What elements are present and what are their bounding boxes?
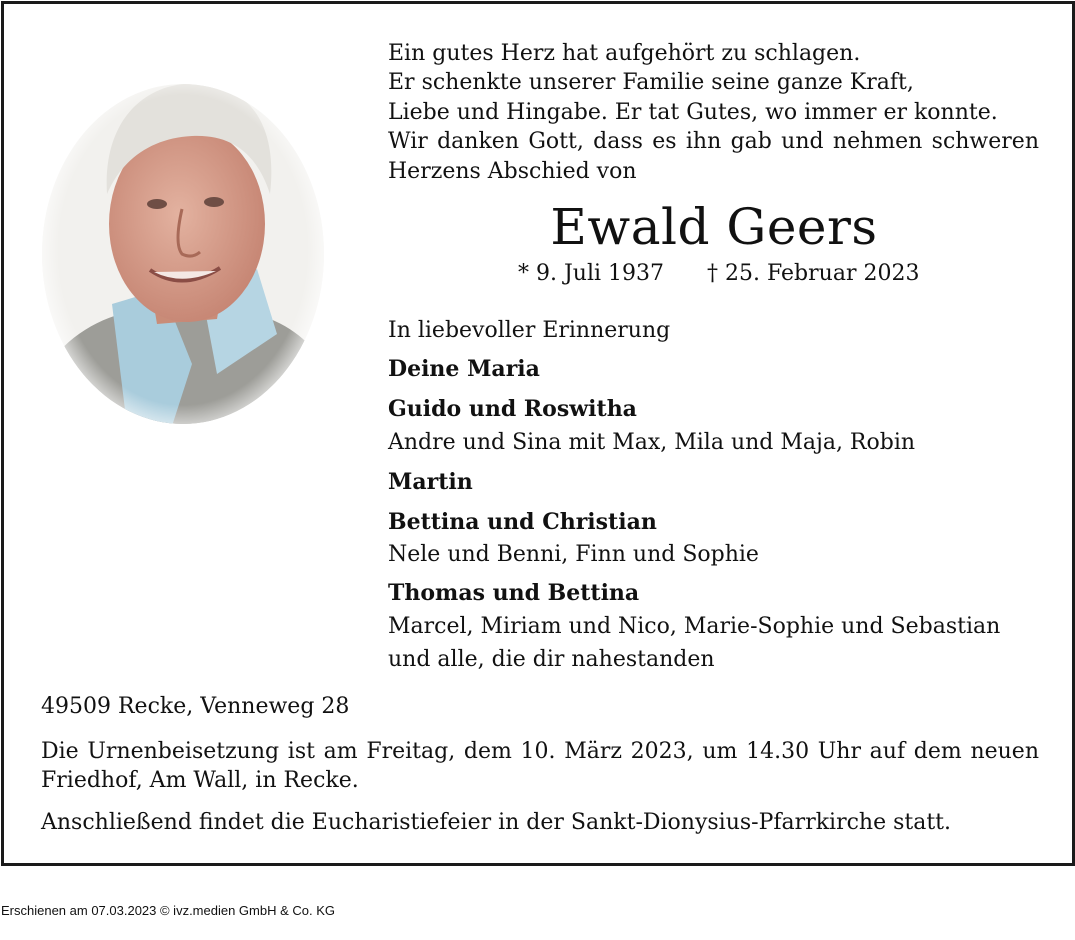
mass-info: Anschließend findet die Eucharistiefeier in der Sankt-Dionysius-Pfarrkirche statt. [41,810,952,835]
mourners-intro: In liebevoller Erinnerung [388,318,671,343]
funeral-info-line-2: Friedhof, Am Wall, in Recke. [41,768,359,793]
verse-line-1: Ein gutes Herz hat aufgehört zu schlagen. [388,41,861,66]
mourner-name: Martin [388,469,473,495]
mourner-name: Guido und Roswitha [388,396,637,422]
mourner-family: Marcel, Miriam und Nico, Marie-Sophie und Sebastian [388,614,1001,639]
portrait-photo [42,74,324,426]
mourner-name: Thomas und Bettina [388,580,640,606]
mourner-family: Andre und Sina mit Max, Mila und Maja, Robin [388,430,916,455]
verse-line-4: Wir danken Gott, dass es ihn gab und nehmen schweren [388,129,1039,154]
verse-line-3: Liebe und Hingabe. Er tat Gutes, wo immer er konnte. [388,100,998,125]
mourner-name: Bettina und Christian [388,509,657,535]
funeral-info-line-1: Die Urnenbeisetzung ist am Freitag, dem 10. März 2023, um 14.30 Uhr auf dem neuen [41,739,1039,764]
publication-footer: Erschienen am 07.03.2023 © ivz.medien GmbH & Co. KG [1,903,336,918]
verse-line-5: Herzens Abschied von [388,159,637,184]
mourner-family: Nele und Benni, Finn und Sophie [388,542,759,567]
mourner-name: Deine Maria [388,356,540,382]
verse-line-2: Er schenkte unserer Familie seine ganze Kraft, [388,70,914,95]
mourners-closing: und alle, die dir nahestanden [388,647,715,672]
obituary-card [1,1,1075,866]
deceased-name: Ewald Geers [550,198,878,256]
birth-date: * 9. Juli 1937 [518,261,665,286]
death-date: † 25. Februar 2023 [707,261,920,286]
address: 49509 Recke, Venneweg 28 [41,694,350,719]
